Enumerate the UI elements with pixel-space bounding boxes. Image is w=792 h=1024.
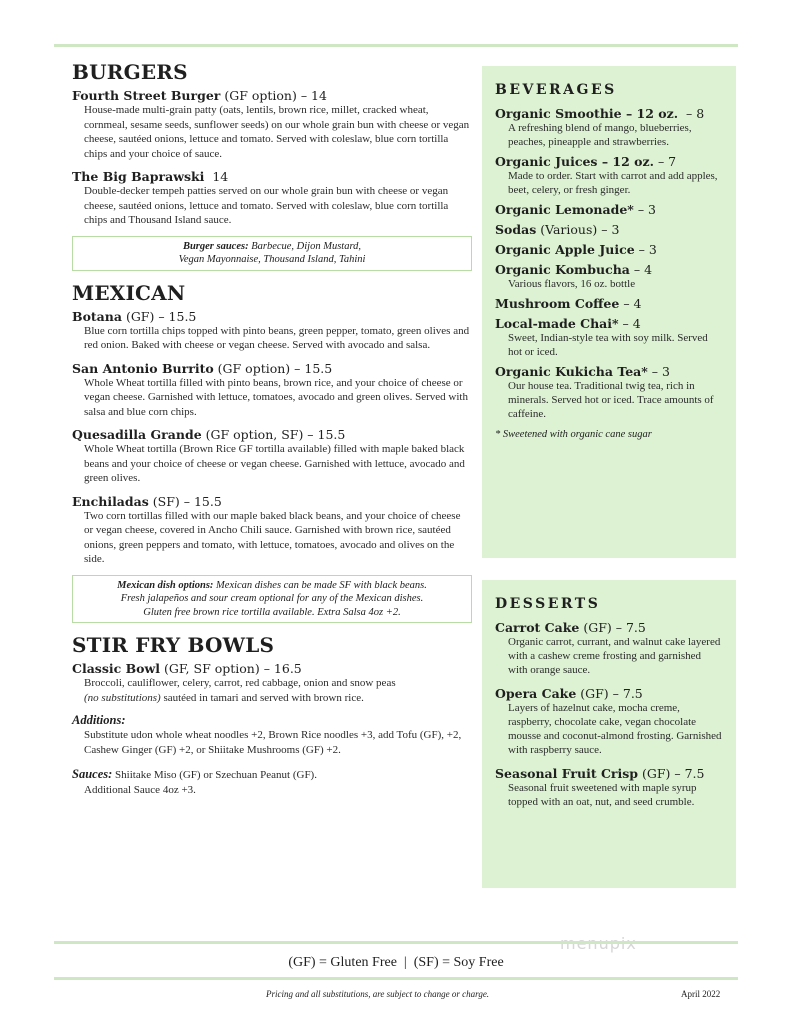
burgers-heading: BURGERS bbox=[72, 60, 188, 84]
mexican-options-label: Mexican dish options: bbox=[117, 579, 214, 591]
item-name: Mushroom Coffee bbox=[495, 296, 620, 311]
item-name: Organic Kukicha Tea* bbox=[495, 364, 648, 379]
item-name: Carrot Cake bbox=[495, 620, 580, 635]
desserts-heading: DESSERTS bbox=[495, 596, 601, 612]
item-description: Various flavors, 16 oz. bottle bbox=[508, 278, 636, 290]
item-name: Local-made Chai* bbox=[495, 316, 619, 331]
additions-label: Additions: bbox=[72, 713, 126, 727]
item-name: Organic Lemonade* bbox=[495, 202, 634, 217]
desserts-panel bbox=[482, 580, 736, 888]
item-price: 14 bbox=[204, 169, 229, 184]
sauces-extra: Additional Sauce 4oz +3. bbox=[84, 783, 196, 796]
item-price: – 7 bbox=[653, 154, 677, 169]
item-description: A refreshing blend of mango, blueberries, peaches, pineapple and strawberries. bbox=[508, 122, 692, 148]
footer-date: April 2022 bbox=[681, 989, 721, 999]
item-description: Layers of hazelnut cake, mocha creme, raspberry, chocolate cake, vegan chocolate mousse and coconut-almond frosting. Garnished with raspberry sauce. bbox=[508, 702, 722, 756]
item-name: Organic Kombucha bbox=[495, 262, 630, 277]
item-description: Blue corn tortilla chips topped with pinto beans, green pepper, tomato, green olives and red onion. Baked with cheese or vegan cheese. Served with avocado and salsa. bbox=[84, 324, 470, 351]
mexican-options-line2: Fresh jalapeños and sour cream optional for any of the Mexican dishes. bbox=[120, 593, 424, 604]
item-name: Classic Bowl bbox=[72, 661, 160, 676]
item-name: Organic Juices – 12 oz. bbox=[495, 154, 654, 169]
item-price: (GF) – 7.5 bbox=[638, 766, 705, 781]
item-price: (GF option, SF) – 15.5 bbox=[201, 427, 346, 442]
item-description: Two corn tortillas filled with our maple baked black beans, and your choice of cheese or vegan cheese, covered in Ancho Chili sauce. Garnished with brown rice, sautéed onions, green peppers and tomato, with lettuce, tomatoes, avocado and olives on the side. bbox=[84, 509, 461, 565]
item-name: San Antonio Burrito bbox=[72, 360, 214, 376]
menu-item bbox=[72, 427, 472, 486]
menu-item bbox=[495, 154, 722, 197]
item-price: – 4 bbox=[618, 316, 641, 331]
item-price: (GF, SF option) – 16.5 bbox=[160, 661, 302, 676]
footer-note: Pricing and all substitutions, are subject to change or charge. bbox=[266, 989, 490, 999]
item-description: Whole Wheat tortilla (Brown Rice GF tortilla available) filled with maple baked black beans and your choice of cheese or vegan cheese. Garnished with lettuce, avocado and green olives. bbox=[84, 443, 465, 484]
top-rule bbox=[54, 44, 738, 47]
item-price: (GF) – 7.5 bbox=[579, 620, 646, 635]
item-price: – 4 bbox=[619, 296, 642, 311]
menu-item bbox=[72, 309, 472, 353]
burger-sauces-label: Burger sauces: bbox=[182, 240, 249, 252]
mexican-options-box bbox=[72, 575, 472, 624]
menu-item bbox=[72, 661, 472, 705]
beverages-heading: BEVERAGES bbox=[495, 82, 617, 98]
mexican-options-line1: Mexican dishes can be made SF with black beans. bbox=[213, 579, 427, 591]
stirfry-desc-line2: sautéed in tamari and served with brown rice. bbox=[160, 691, 364, 704]
item-name: Botana bbox=[72, 308, 122, 324]
item-description: Organic carrot, currant, and walnut cake layered with a cashew creme frosting and garnished with orange sauce. bbox=[508, 636, 721, 676]
item-name: Organic Smoothie – 12 oz. bbox=[495, 106, 679, 121]
burger-sauces-box bbox=[72, 236, 472, 271]
stirfry-sauces bbox=[72, 763, 472, 797]
item-description bbox=[84, 676, 472, 705]
additions-text: Substitute udon whole wheat noodles +2, Brown Rice noodles +3, add Tofu (GF), +2, Cashew Ginger (GF) +2, or Shiitake Mushrooms (GF) +2. bbox=[84, 729, 462, 756]
menu-item bbox=[495, 686, 722, 757]
item-description: Double-decker tempeh patties served on our whole grain bun with cheese or vegan cheese, sautéed onions, lettuce and tomato. Served with coleslaw, blue corn tortilla chips and Thousand Island sauce. bbox=[84, 185, 449, 226]
item-price: (GF) – 15.5 bbox=[121, 308, 197, 324]
item-price: (SF) – 15.5 bbox=[148, 493, 222, 509]
item-description: House-made multi-grain patty (oats, lentils, brown rice, millet, cracked wheat, cornmeal, sesame seeds, sunflower seeds) on our whole grain bun with cheese or vegan cheese, sautéed onions, lettuce and tomato. Served with coleslaw, blue corn tortilla chips and your choice of sauce. bbox=[84, 104, 470, 160]
menu-item bbox=[72, 169, 472, 228]
item-price: (GF option) – 15.5 bbox=[213, 360, 333, 376]
menu-item bbox=[72, 361, 472, 420]
item-name: Opera Cake bbox=[495, 686, 577, 701]
item-name: Quesadilla Grande bbox=[72, 427, 202, 442]
burger-sauces-text: Barbecue, Dijon Mustard, bbox=[248, 240, 362, 252]
sauces-label: Sauces: bbox=[72, 767, 113, 781]
item-name: Fourth Street Burger bbox=[72, 88, 221, 103]
item-price: – 3 bbox=[633, 202, 656, 217]
item-name: Seasonal Fruit Crisp bbox=[495, 766, 639, 781]
item-description: Whole Wheat tortilla filled with pinto beans, brown rice, and your choice of cheese or vegan cheese. Garnished with lettuce, tomatoes, avocado and green olives. Served with salsa and blue corn chips. bbox=[84, 376, 468, 418]
item-name: Sodas bbox=[495, 222, 537, 237]
item-name: Organic Apple Juice bbox=[495, 242, 635, 257]
item-price: (GF) – 7.5 bbox=[576, 686, 643, 701]
menu-item bbox=[495, 364, 722, 421]
menu-item bbox=[495, 222, 722, 237]
item-name: The Big Baprawski bbox=[72, 169, 205, 184]
item-description: Made to order. Start with carrot and add apples, beet, celery, or fresh ginger. bbox=[508, 170, 718, 196]
menu-item bbox=[495, 106, 722, 149]
legend-top-rule bbox=[54, 941, 738, 944]
mexican-heading: MEXICAN bbox=[72, 280, 186, 305]
menu-item bbox=[495, 296, 722, 311]
beverages-panel bbox=[482, 66, 736, 558]
menu-item bbox=[495, 766, 722, 809]
item-description: Our house tea. Traditional twig tea, rich in minerals. Served hot or iced. Trace amounts of caffeine. bbox=[508, 380, 714, 420]
item-price: – 3 bbox=[647, 364, 670, 379]
stirfry-no-subs: (no substitutions) bbox=[84, 691, 161, 704]
sweetened-note: * Sweetened with organic cane sugar bbox=[495, 429, 652, 440]
menu-item bbox=[72, 494, 472, 567]
item-price: – 4 bbox=[629, 262, 653, 277]
item-description: Sweet, Indian-style tea with soy milk. Served hot or iced. bbox=[508, 332, 708, 358]
item-price: – 8 bbox=[678, 106, 705, 121]
mexican-options-line3: Gluten free brown rice tortilla available. Extra Salsa 4oz +2. bbox=[143, 606, 401, 618]
menu-item bbox=[72, 88, 472, 161]
stirfry-additions bbox=[72, 713, 472, 757]
legend-bottom-rule bbox=[54, 977, 738, 980]
burger-sauces-text2: Vegan Mayonnaise, Thousand Island, Tahini bbox=[178, 254, 366, 265]
item-price: (Various) – 3 bbox=[536, 222, 620, 237]
menu-item bbox=[495, 242, 722, 257]
sauces-text: Shiitake Miso (GF) or Szechuan Peanut (GF). bbox=[112, 769, 317, 781]
item-name: Enchiladas bbox=[72, 493, 149, 509]
item-description: Seasonal fruit sweetened with maple syrup topped with an oat, nut, and seed crumble. bbox=[508, 782, 697, 808]
left-column bbox=[72, 60, 472, 797]
stirfry-heading: STIR FRY BOWLS bbox=[72, 633, 275, 657]
menu-item bbox=[495, 620, 722, 677]
item-price: (GF option) – 14 bbox=[220, 88, 327, 103]
stirfry-desc-line1: Broccoli, cauliflower, celery, carrot, red cabbage, onion and snow peas bbox=[84, 677, 396, 689]
item-price: – 3 bbox=[634, 242, 657, 257]
menu-item bbox=[495, 202, 722, 217]
menu-item bbox=[495, 262, 722, 291]
legend: (GF) = Gluten Free | (SF) = Soy Free bbox=[288, 955, 504, 970]
menu-item bbox=[495, 316, 722, 359]
